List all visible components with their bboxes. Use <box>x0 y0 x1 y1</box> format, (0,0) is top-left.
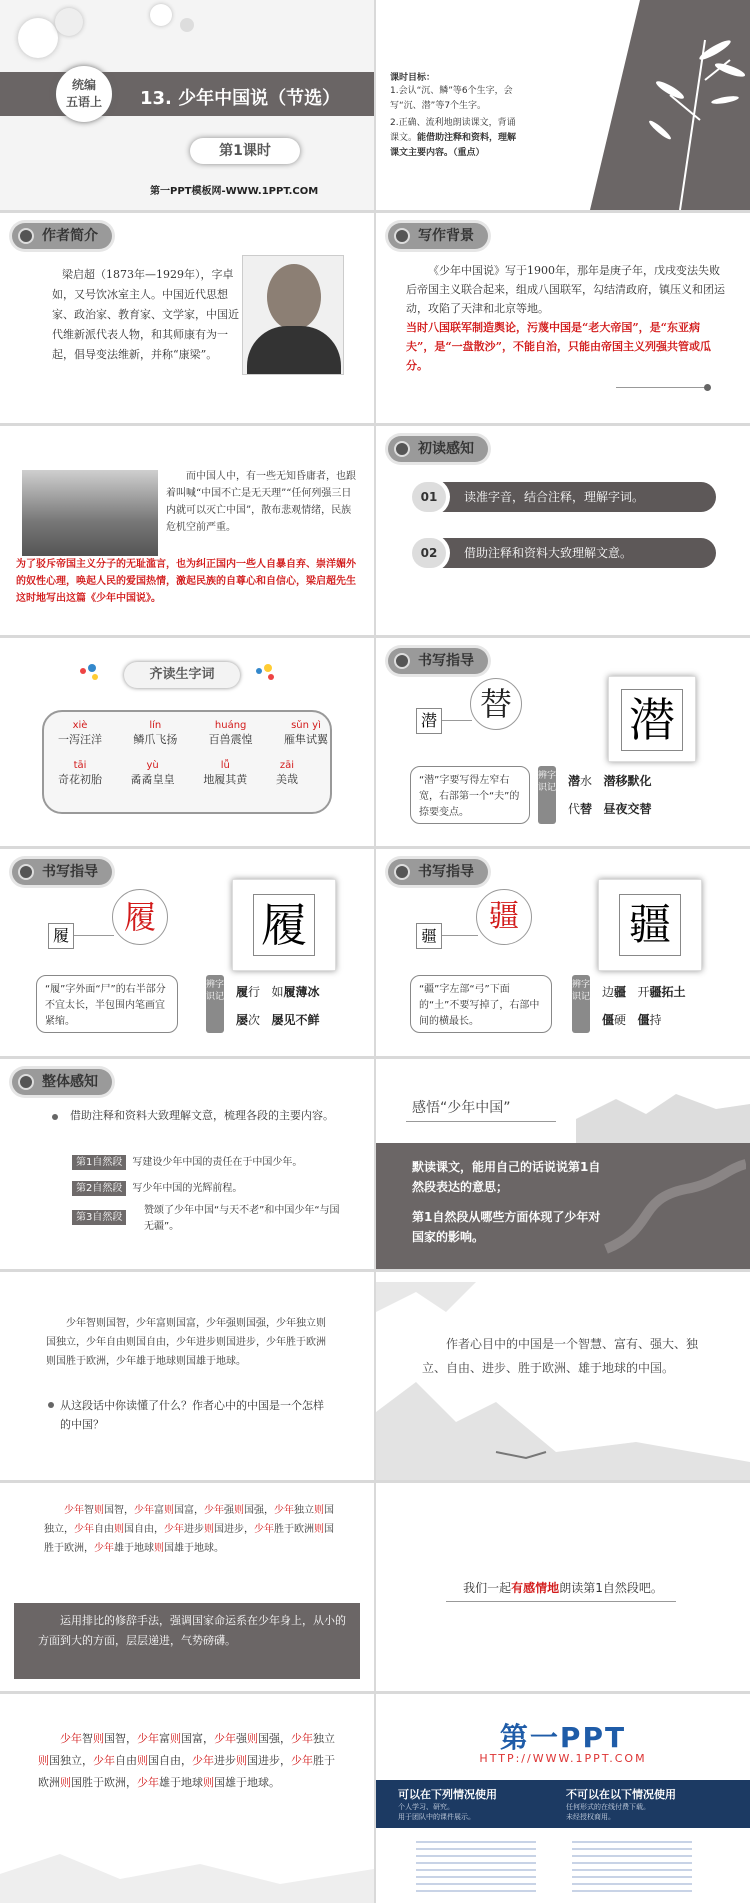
goals-heading: 课时目标： <box>390 73 436 83</box>
vocab-item <box>209 720 253 747</box>
badge-text: 五语上 <box>65 95 102 109</box>
reading-item-1 <box>416 482 716 512</box>
badge-text: 统编 <box>71 78 96 92</box>
word: 鳞爪飞扬 <box>133 733 178 746</box>
word: 美哉 <box>275 773 298 786</box>
tag-background <box>388 223 488 249</box>
p2-part: ，是 <box>423 340 446 353</box>
slide-goals <box>376 0 750 210</box>
word: 地履其黄 <box>203 773 248 786</box>
char-d: 见不鲜 <box>283 1013 320 1027</box>
site-text: 第一PPT模板网-WWW.1PPT.COM <box>150 186 319 197</box>
author-bio: 字卓如，又号饮冰室主人。中国近代思想家、政治家、教育家、文学家，中国近代维新派代表人物，和其师康有为一起，倡导变法维新，并称“康梁”。 <box>52 268 239 361</box>
writing-note: “履”字外面“尸”的右半部分不宜太长，半包围内笔画宜紧缩。 <box>36 975 178 1033</box>
pinyin: sǔn yì <box>291 720 321 731</box>
perceive-title: 感悟“少年中国” <box>412 1100 511 1116</box>
vocab-item <box>58 720 102 747</box>
word: 一泻汪洋 <box>58 733 102 746</box>
slide-answer <box>376 1272 750 1480</box>
word: 雁隼试翼 <box>283 733 328 746</box>
background-p1: 《少年中国说》写于1900年，那年是庚子年，戊戌变法失败后帝国主义联合起来，组成八国联军，勾结清政府，镇压义和团运动，攻陷了天津和北京等地。 <box>406 264 725 315</box>
slide-writing-jiang <box>376 849 750 1056</box>
para-2 <box>72 1179 352 1194</box>
char-a: 代 <box>568 802 581 816</box>
char-c: 昼夜交 <box>603 802 640 816</box>
read-aloud-underline <box>446 1601 676 1602</box>
word-pair-1 <box>236 983 320 1000</box>
char-memo-label: 辨字识记 <box>206 975 224 1033</box>
char-a: 僵 <box>602 1013 615 1027</box>
license-cant-title: 不可以在以下情况使用 <box>566 1788 676 1801</box>
char-d: 疆 <box>649 985 662 999</box>
slide-first-reading <box>376 426 750 635</box>
license-can-1: 个人学习、研究。 <box>398 1803 454 1811</box>
slide-title <box>0 0 374 210</box>
char-e: 薄冰 <box>295 985 320 999</box>
tag-writing <box>388 859 488 885</box>
license-can-2: 用于团队中的课件展示。 <box>398 1813 475 1821</box>
background2-p2: 为了驳斥帝国主义分子的无耻滥言，也为纠正国内一些人自暴自弃、崇洋媚外的奴性心理，唤起人民的爱国热情，激起民族的自尊心和自信心，梁启超先生这时地写出这篇《少年中国说》。 <box>16 559 356 604</box>
p2-part: ，是 <box>638 321 661 334</box>
para-label: 第3自然段 <box>72 1210 126 1225</box>
char-d: 替 <box>639 802 652 816</box>
license-cant-1: 任何形式的在线付费下载。 <box>566 1803 650 1811</box>
bullet-dot <box>48 1402 54 1408</box>
vocab-title: 齐读生字词 <box>124 662 240 688</box>
vocab-row-2 <box>58 760 298 787</box>
connector-line <box>74 935 114 936</box>
char-c: 僵 <box>637 1013 650 1027</box>
char-e: 拓土 <box>661 985 686 999</box>
connector-line <box>442 935 478 936</box>
vocab-item <box>131 760 175 787</box>
decor-bubble <box>180 18 194 32</box>
char-c: 开 <box>637 985 650 999</box>
goal-2 <box>390 116 520 161</box>
pinyin: huáng <box>214 720 247 731</box>
tag-label: 写作背景 <box>418 228 474 244</box>
lesson-period: 第1课时 <box>190 138 300 164</box>
brand-url: HTTP://WWW.1PPT.COM <box>479 1752 647 1765</box>
reading-item-2 <box>416 538 716 568</box>
p2-quote: “东亚病夫” <box>406 321 700 353</box>
char-display: 潜 <box>621 689 683 751</box>
vocab-item <box>58 760 102 787</box>
char-card <box>598 879 702 971</box>
summary-box: 运用排比的修辞手法，强调国家命运系在少年身上，从小的方面到大的方面，层层递进，气势磅礴。 <box>14 1603 360 1679</box>
link-lines-left <box>416 1836 536 1896</box>
small-char-box: 潜 <box>416 708 442 734</box>
slide-author <box>0 213 374 423</box>
tag-dot <box>18 1074 34 1090</box>
text-part: 朗读第1自然段吧。 <box>559 1581 663 1595</box>
portrait-body <box>247 326 341 375</box>
char-b: 替 <box>580 802 593 816</box>
slide-license <box>376 1694 750 1903</box>
bamboo-illustration <box>530 0 750 210</box>
tag-label: 作者简介 <box>42 228 98 244</box>
background-p2 <box>406 318 726 375</box>
writing-note: “疆”字左部“弓”下面的“土”不要写掉了，右部中间的横最长。 <box>410 975 552 1033</box>
char-a: 屡 <box>236 1013 249 1027</box>
char-memo-label: 辨字识记 <box>538 766 556 824</box>
para-label: 第1自然段 <box>72 1155 126 1170</box>
tag-dot <box>394 653 410 669</box>
tag-dot <box>18 228 34 244</box>
tag-first-reading <box>388 436 488 462</box>
slide-read-aloud <box>376 1483 750 1691</box>
char-card <box>608 676 696 762</box>
para-3-summary: 赞颂了少年中国“与天不老”和中国少年“与国无疆”。 <box>144 1205 340 1232</box>
item-text: 借助注释和资料大致理解文意。 <box>464 546 633 560</box>
slide-overall <box>0 1059 374 1269</box>
slide-writing-qian <box>376 638 750 846</box>
tag-label: 书写指导 <box>42 864 98 880</box>
word: 矞矞皇皇 <box>130 773 175 786</box>
slide-passage-2 <box>0 1694 374 1903</box>
link-lines-right <box>572 1836 692 1896</box>
para-label: 第2自然段 <box>72 1181 126 1196</box>
slide-passage <box>0 1272 374 1480</box>
grade-badge <box>56 66 112 122</box>
tag-dot <box>18 864 34 880</box>
small-char-box: 履 <box>48 923 74 949</box>
passage-highlight: 少年智则国智，少年富则国富，少年强则国强，少年独立则国独立，少年自由则国自由，少年进步则国进步，少年胜于欧洲则国胜于欧洲，少年雄于地球则国雄于地球。 <box>44 1505 334 1554</box>
vocab-item <box>276 760 298 787</box>
char-a: 边 <box>602 985 615 999</box>
char-d: 履 <box>283 985 296 999</box>
char-a: 履 <box>236 985 249 999</box>
small-char-box: 疆 <box>416 923 442 949</box>
char-memo-label: 辨字识记 <box>572 975 590 1033</box>
vocab-item <box>203 760 247 787</box>
word: 百兽震惶 <box>208 733 253 746</box>
tag-dot <box>394 441 410 457</box>
item-text: 读准字音，结合注释，理解字词。 <box>464 490 645 504</box>
char-d: 持 <box>649 1013 662 1027</box>
slide-vocabulary <box>0 638 374 846</box>
item-number: 01 <box>412 482 446 512</box>
river-decor <box>596 1159 746 1259</box>
read-aloud-text <box>376 1579 750 1596</box>
tag-label: 书写指导 <box>418 864 474 880</box>
word-pair-2 <box>236 1011 320 1028</box>
decor-bubble <box>55 8 83 36</box>
text-part: 我们一起 <box>463 1581 512 1595</box>
brand-logo: 第一PPT <box>499 1721 627 1754</box>
answer-text: 作者心目中的中国是一个智慧、富有、强大、独立、自由、进步、胜于欧洲、雄于地球的中国。 <box>422 1337 699 1375</box>
tag-overall <box>12 1069 112 1095</box>
vocab-row-1 <box>58 720 328 747</box>
word-pair-2 <box>568 800 652 817</box>
decor-bubble <box>18 18 58 58</box>
char-b: 疆 <box>614 985 627 999</box>
goal-2-key: 能借助注释和资料，理解课文主要内容。（重点） <box>390 133 517 158</box>
pinyin: tāi <box>73 760 87 771</box>
tag-writing <box>12 859 112 885</box>
slide-rhetoric <box>0 1483 374 1691</box>
license-cant-2: 未经授权商用。 <box>566 1813 615 1821</box>
word: 奇花初胎 <box>58 773 102 786</box>
para-1 <box>72 1153 352 1168</box>
p2-part: 当时八国联军制造舆论，污蔑中国是 <box>406 321 582 334</box>
goal-2-part: 2.正确、流利地朗读课文，背诵课文。 <box>390 118 516 143</box>
char-c: 屡 <box>271 1013 284 1027</box>
vocab-item <box>133 720 177 747</box>
char-b: 硬 <box>614 1013 627 1027</box>
pinyin: lín <box>149 720 162 731</box>
para-summary: 写少年中国的光辉前程。 <box>132 1183 243 1194</box>
passage-question: 从这段话中你读懂了什么？作者心中的中国是一个怎样的中国？ <box>60 1399 324 1431</box>
tag-label: 书写指导 <box>418 653 474 669</box>
slide-perceive <box>376 1059 750 1269</box>
char-b: 次 <box>248 1013 261 1027</box>
tag-label: 整体感知 <box>42 1074 98 1090</box>
word-pair-1 <box>602 983 686 1000</box>
big-char-circle: 替 <box>470 678 522 730</box>
bullet-dot <box>52 1114 58 1120</box>
item-number: 02 <box>412 538 446 568</box>
char-display: 疆 <box>619 894 681 956</box>
author-name: 梁启超（1873年—1929年）， <box>62 268 212 281</box>
p2-quote: “老大帝国” <box>582 321 639 334</box>
slide-background <box>376 213 750 423</box>
tag-dot <box>394 864 410 880</box>
question-1: 默读课文，能用自己的话说说第1自然段表达的意思； <box>412 1160 601 1194</box>
big-char-circle: 履 <box>112 889 168 945</box>
pinyin: yù <box>146 760 159 771</box>
char-display: 履 <box>253 894 315 956</box>
char-c: 如 <box>271 985 284 999</box>
slide-writing-lv <box>0 849 374 1056</box>
tag-writing <box>388 648 488 674</box>
p2-part: ，不能自治，只能由帝国主义列强共管或瓜分。 <box>406 340 711 372</box>
char-card <box>232 879 336 971</box>
title-underline <box>406 1121 556 1122</box>
big-char-circle: 疆 <box>476 889 532 945</box>
slide-background-2 <box>0 426 374 635</box>
divider-line <box>616 387 706 388</box>
tag-dot <box>394 228 410 244</box>
author-text <box>52 265 240 365</box>
char-b: 水 <box>580 774 593 788</box>
char-b: 行 <box>248 985 261 999</box>
connector-line <box>442 720 472 721</box>
pinyin: lǚ <box>220 760 230 771</box>
text-emphasis: 有感情地 <box>511 1581 560 1595</box>
word-pair-2 <box>602 1011 662 1028</box>
license-can-title: 可以在下列情况使用 <box>398 1788 497 1801</box>
passage-text: 少年智则国智，少年富则国富，少年强则国强，少年独立则国独立，少年自由则国自由，少年进步则国进步，少年胜于欧洲则国胜于欧洲，少年雄于地球则国雄于地球。 <box>46 1318 326 1367</box>
overall-intro: 借助注释和资料大致理解文意，梳理各段的主要内容。 <box>70 1109 334 1122</box>
question-2: 第1自然段从哪些方面体现了少年对国家的影响。 <box>412 1210 601 1244</box>
background-text <box>406 261 726 375</box>
tag-label: 初读感知 <box>418 441 474 457</box>
divider-dot <box>704 384 711 391</box>
ink-decor <box>0 1844 374 1903</box>
passage-highlight: 少年智则国智，少年富则国富，少年强则国强，少年独立则国独立，少年自由则国自由，少年进步则国进步，少年胜于欧洲则国胜于欧洲，少年雄于地球则国雄于地球。 <box>38 1732 335 1789</box>
goal-1: 1.会认“沉、鳞”等6个生字，会写“沉、潜”等7个生字。 <box>390 86 513 111</box>
pinyin: zāi <box>279 760 295 771</box>
p2-quote: “一盘散沙” <box>445 340 502 353</box>
decor-bubble <box>150 4 172 26</box>
word-pair-1 <box>568 772 652 789</box>
lesson-title: 13. 少年中国说（节选） <box>140 88 341 109</box>
pinyin: xiè <box>72 720 88 731</box>
para-summary: 写建设少年中国的责任在于中国少年。 <box>132 1157 303 1168</box>
vocab-item <box>284 720 328 747</box>
battle-photo <box>22 470 158 556</box>
tag-author <box>12 223 112 249</box>
char-a: 潜 <box>568 774 581 788</box>
writing-note: “潜”字要写得左窄右宽，右部第一个“夫”的捺要变点。 <box>410 766 530 824</box>
background2-p1: 而中国人中，有一些无知昏庸者，也跟着叫喊“中国不亡是无天理”“任何列强三日内就可以灭亡中国”，散布悲观情绪，民族危机空前严重。 <box>166 471 356 533</box>
author-portrait <box>242 255 344 375</box>
portrait-head <box>267 264 321 330</box>
char-c: 潜 <box>603 774 616 788</box>
char-d: 移默化 <box>615 774 652 788</box>
